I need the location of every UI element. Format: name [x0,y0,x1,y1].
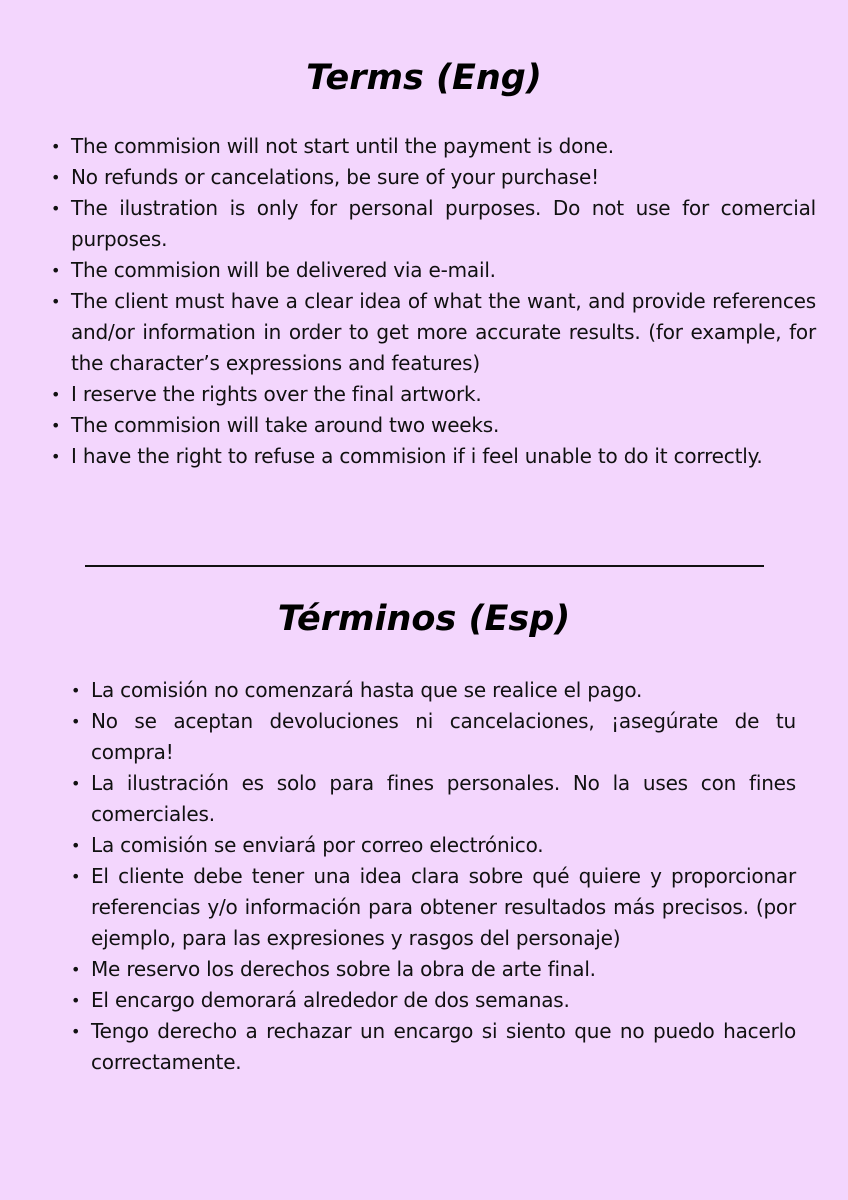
spanish-term-item: • La ilustración es solo para fines personales. No la uses con fines comerciales. [91,768,796,830]
english-term-item: • No refunds or cancelations, be sure of your purchase! [71,162,816,193]
spanish-terms-list [91,675,796,1078]
english-term-item: • I have the right to refuse a commision if i feel unable to do it correctly. [71,441,816,472]
spanish-term-item: • El encargo demorará alrededor de dos semanas. [91,985,796,1016]
spanish-term-item: • El cliente debe tener una idea clara sobre qué quiere y proporcionar referencias y/o información para obtener resultados más precisos. (por ejemplo, para las expresiones y rasgos del personaje) [91,861,796,954]
spanish-terms-title: Términos (Esp) [277,599,571,639]
spanish-term-item: • Tengo derecho a rechazar un encargo si siento que no puedo hacerlo correctamente. [91,1016,796,1078]
english-terms-list [71,131,816,472]
spanish-term-item: • Me reservo los derechos sobre la obra de arte final. [91,954,796,985]
english-term-item: • The commision will take around two weeks. [71,410,816,441]
english-term-item: • The client must have a clear idea of what the want, and provide references and/or information in order to get more accurate results. (for example, for the character’s expressions and features) [71,286,816,379]
english-terms-title: Terms (Eng) [306,58,542,98]
section-divider [85,565,764,567]
english-term-item: • The ilustration is only for personal purposes. Do not use for comercial purposes. [71,193,816,255]
english-term-item: • The commision will be delivered via e-mail. [71,255,816,286]
spanish-term-item: • La comisión se enviará por correo electrónico. [91,830,796,861]
english-term-item: • I reserve the rights over the final artwork. [71,379,816,410]
spanish-term-item: • La comisión no comenzará hasta que se realice el pago. [91,675,796,706]
english-term-item: • The commision will not start until the payment is done. [71,131,816,162]
spanish-term-item: • No se aceptan devoluciones ni cancelaciones, ¡asegúrate de tu compra! [91,706,796,768]
